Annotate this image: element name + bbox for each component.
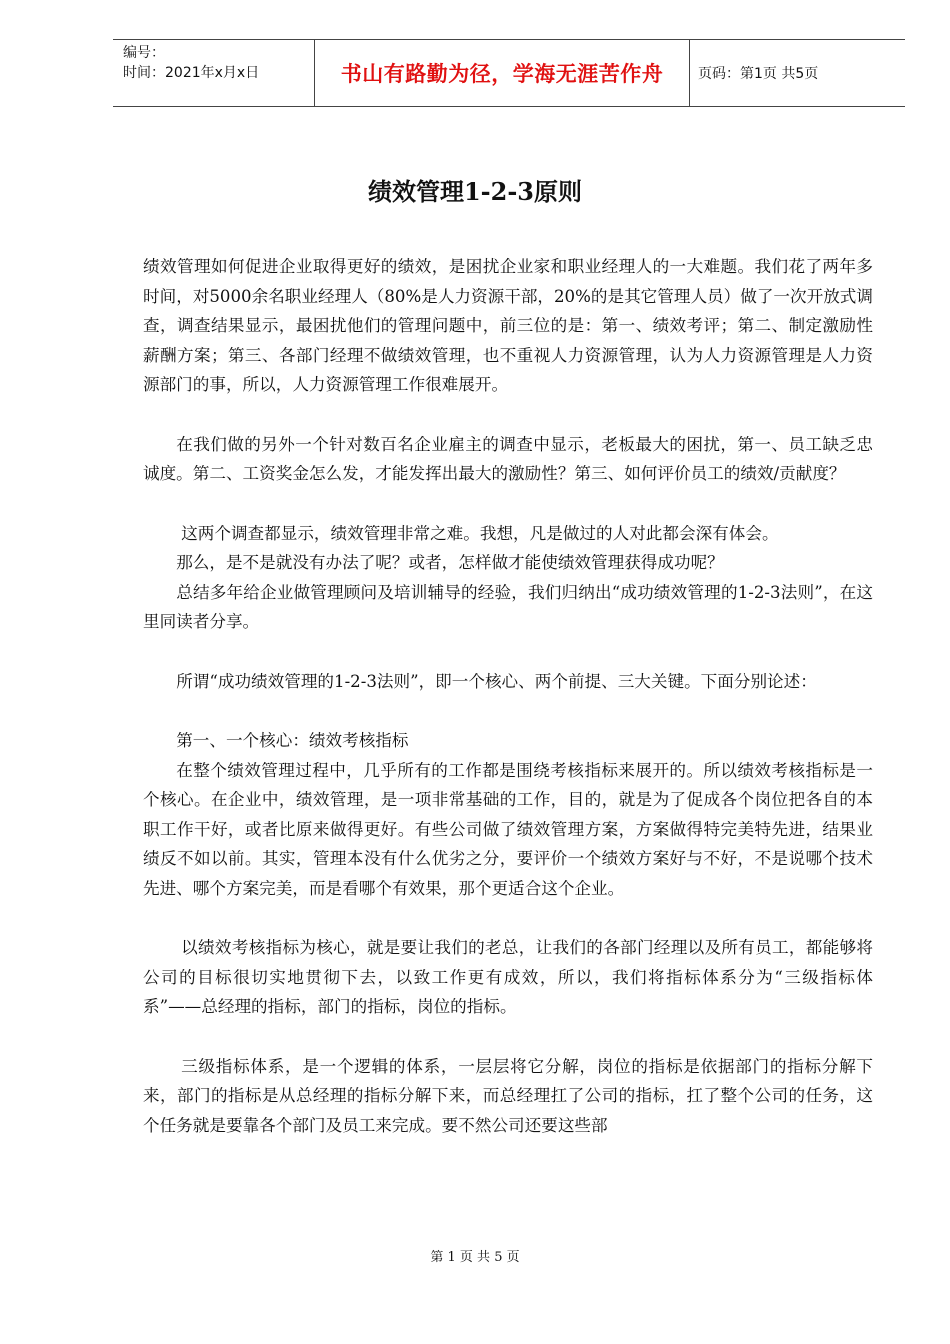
page-footer: 第 1 页 共 5 页	[430, 1250, 520, 1265]
paragraph: 那么，是不是就没有办法了呢？或者，怎样做才能使绩效管理获得成功呢？	[176, 553, 724, 572]
section-heading: 第一、一个核心：绩效考核指标	[176, 731, 409, 750]
paragraph: 在我们做的另外一个针对数百名企业雇主的调查中显示，老板最大的困扰，第一、员工缺乏忠诚度。第二、工资奖金怎么发，才能发挥出最大的激励性？第三、如何评价员工的绩效/贡献度？	[143, 434, 873, 483]
paragraph: 所谓“成功绩效管理的1-2-3法则”，即一个核心、两个前提、三大关键。下面分别论述：	[176, 671, 817, 691]
header-table	[113, 39, 905, 107]
paragraph: 以绩效考核指标为核心，就是要让我们的老总，让我们的各部门经理以及所有员工，都能够将公司的目标很切实地贯彻下去，以致工作更有成效，所以，我们将指标体系分为“三级指标体系”——总经理的指标，部门的指标，岗位的指标。	[143, 938, 873, 1016]
paragraph: 这两个调查都显示，绩效管理非常之难。我想，凡是做过的人对此都会深有体会。	[181, 523, 779, 543]
paragraph: 在整个绩效管理过程中，几乎所有的工作都是围绕考核指标来展开的。所以绩效考核指标是一个核心。在企业中，绩效管理，是一项非常基础的工作，目的，就是为了促成各个岗位把各自的本职工作干好，或者比原来做得更好。有些公司做了绩效管理方案，方案做得特完美特先进，结果业绩反不如以前。其实，管理本没有什么优劣之分，要评价一个绩效方案好与不好，不是说哪个技术先进、哪个方案完美，而是看哪个有效果，那个更适合这个企业。	[143, 760, 873, 898]
document-title: 绩效管理1-2-3原则	[367, 177, 583, 206]
document-body	[143, 252, 873, 1140]
header-motto: 书山有路勤为径，学海无涯苦作舟	[315, 40, 690, 106]
header-meta	[113, 40, 315, 106]
paragraph: 绩效管理如何促进企业取得更好的绩效，是困扰企业家和职业经理人的一大难题。我们花了两年多时间，对5000余名职业经理人（80%是人力资源干部，20%的是其它管理人员）做了一次开放式调查，调查结果显示，最困扰他们的管理问题中，前三位的是：第一、绩效考评；第二、制定激励性薪酬方案；第三、各部门经理不做绩效管理，也不重视人力资源管理，认为人力资源管理是人力资源部门的事，所以，人力资源管理工作很难展开。	[143, 257, 873, 394]
doc-time-label: 时间：2021年x月x日	[123, 65, 260, 81]
paragraph: 总结多年给企业做管理顾问及培训辅导的经验，我们归纳出“成功绩效管理的1-2-3法则”，在这里同读者分享。	[143, 582, 873, 631]
header-page-label: 页码：第1页 共5页	[698, 66, 819, 82]
doc-code-label: 编号：	[123, 45, 165, 61]
paragraph: 三级指标体系，是一个逻辑的体系，一层层将它分解，岗位的指标是依据部门的指标分解下来，部门的指标是从总经理的指标分解下来，而总经理扛了公司的指标，扛了整个公司的任务，这个任务就是要靠各个部门及员工来完成。要不然公司还要这些部	[143, 1056, 873, 1135]
